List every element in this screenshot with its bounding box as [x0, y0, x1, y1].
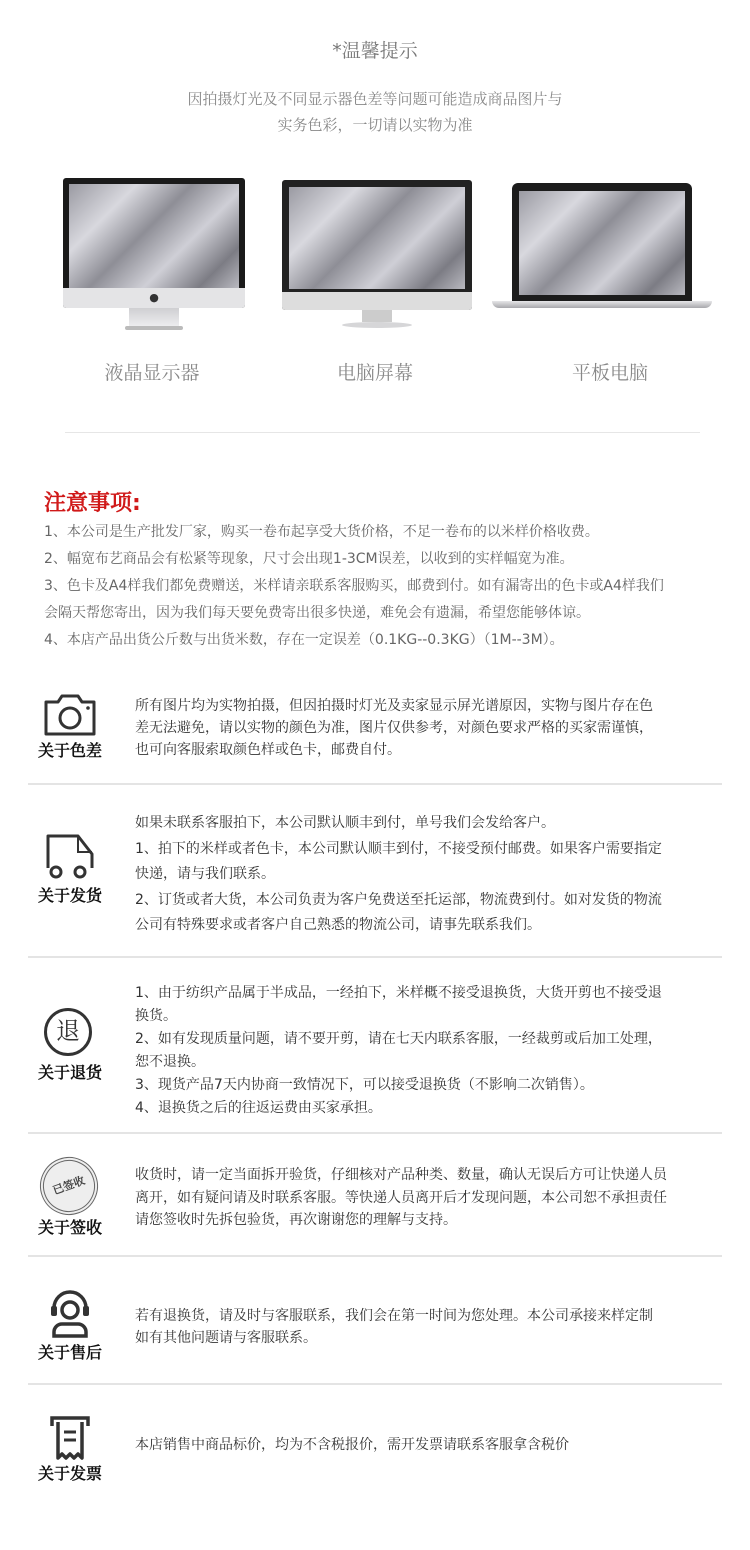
camera-icon: [38, 690, 102, 742]
text-line: 3、现货产品7天内协商一致情况下，可以接受退换货（不影响二次销售）。: [135, 1077, 594, 1093]
text-line: 收货时，请一定当面拆开验货，仔细核对产品种类、数量，确认无误后方可让快递人员: [135, 1167, 667, 1183]
section-label: 关于色差: [37, 741, 102, 760]
text-line: 恕不退换。: [135, 1054, 205, 1070]
section-label: 关于发票: [37, 1464, 102, 1483]
section-text: [135, 811, 725, 939]
text-line: 如有其他问题请与客服联系。: [135, 1330, 317, 1346]
divider: [28, 1383, 722, 1385]
device-label: 液晶显示器: [104, 362, 200, 384]
customer-service-icon: [38, 1286, 102, 1338]
text-line: 4、退换货之后的往返运费由买家承担。: [135, 1100, 382, 1116]
notice-title: 注意事项:: [44, 491, 141, 516]
section-label: 关于售后: [37, 1343, 102, 1362]
text-line: 公司有特殊要求或者客户自己熟悉的物流公司，请事先联系我们。: [135, 917, 541, 933]
device-label: 平板电脑: [571, 362, 648, 384]
section-text: [135, 695, 725, 761]
text-line: 2、如有发现质量问题，请不要开剪，请在七天内联系客服，一经裁剪或后加工处理，: [135, 1031, 662, 1047]
tip-line: 因拍摄灯光及不同显示器色差等问题可能造成商品图片与: [187, 90, 563, 108]
text-line: 1、由于纺织产品属于半成品，一经拍下，米样概不接受退换货，大货开剪也不接受退: [135, 985, 662, 1001]
section-text: [135, 1305, 725, 1349]
notice-line: 4、本店产品出货公斤数与出货米数，存在一定误差（0.1KG--0.3KG）（1M--3M）。: [44, 632, 564, 648]
text-line: 如果未联系客服拍下，本公司默认顺丰到付，单号我们会发给客户。: [135, 815, 555, 831]
text-line: 差无法避免，请以实物的颜色为准，图片仅供参考，对颜色要求严格的买家需谨慎，: [135, 720, 653, 736]
notice-line: 会隔天帮您寄出，因为我们每天要免费寄出很多快递，难免会有遗漏，希望您能够体谅。: [44, 605, 590, 621]
notice-line: 2、幅宽布艺商品会有松紧等现象，尺寸会出现1-3CM误差，以收到的实样幅宽为准。: [44, 551, 574, 567]
text-line: 离开，如有疑问请及时联系客服。等快递人员离开后才发现问题，本公司恕不承担责任: [135, 1189, 667, 1206]
receipt-icon: [38, 1412, 102, 1464]
section-text: [135, 982, 725, 1120]
monitor-icon: [282, 180, 472, 335]
notice-line: 1、本公司是生产批发厂家，购买一卷布起享受大货价格，不足一卷布的以米样价格收费。: [44, 524, 599, 540]
section-text: [135, 1164, 725, 1232]
tip-title: *温馨提示: [332, 40, 418, 62]
divider: [28, 1132, 722, 1134]
text-line: 2、订货或者大货，本公司负责为客户免费送至托运部，物流费到付。如对发货的物流: [135, 891, 662, 908]
text-line: 所有图片均为实物拍摄，但因拍摄时灯光及卖家显示屏光谱原因，实物与图片存在色: [135, 698, 653, 714]
divider: [65, 432, 700, 433]
device-label: 电脑屏幕: [336, 362, 413, 384]
divider: [28, 956, 722, 958]
signed-stamp-icon: 已签收: [32, 1149, 106, 1223]
text-line: 1、拍下的米样或者色卡，本公司默认顺丰到付，不接受预付邮费。如果客户需要指定: [135, 840, 662, 857]
text-line: 快递，请与我们联系。: [135, 866, 275, 882]
section-text: [135, 1434, 725, 1456]
text-line: 本店销售中商品标价，均为不含税报价，需开发票请联系客服拿含税价: [135, 1437, 569, 1453]
truck-icon: [38, 830, 102, 882]
divider: [28, 1255, 722, 1257]
text-line: 若有退换货，请及时与客服联系，我们会在第一时间为您处理。本公司承接来样定制: [135, 1308, 653, 1324]
tip-line: 实务色彩，一切请以实物为准: [277, 116, 473, 134]
imac-icon: ●: [63, 178, 245, 333]
section-label: 关于签收: [37, 1218, 102, 1237]
text-line: 也可向客服索取颜色样或色卡，邮费自付。: [135, 742, 401, 758]
laptop-icon: [492, 183, 712, 313]
section-label: 关于发货: [37, 886, 102, 905]
notice-line: 3、色卡及A4样我们都免费赠送，米样请亲联系客服购买，邮费到付。如有漏寄出的色卡或A4样我们: [44, 578, 664, 594]
section-label: 关于退货: [37, 1063, 102, 1082]
text-line: 请您签收时先拆包验货，再次谢谢您的理解与支持。: [135, 1212, 457, 1228]
text-line: 换货。: [135, 1008, 177, 1024]
return-icon: 退: [44, 1008, 92, 1056]
divider: [28, 783, 722, 785]
